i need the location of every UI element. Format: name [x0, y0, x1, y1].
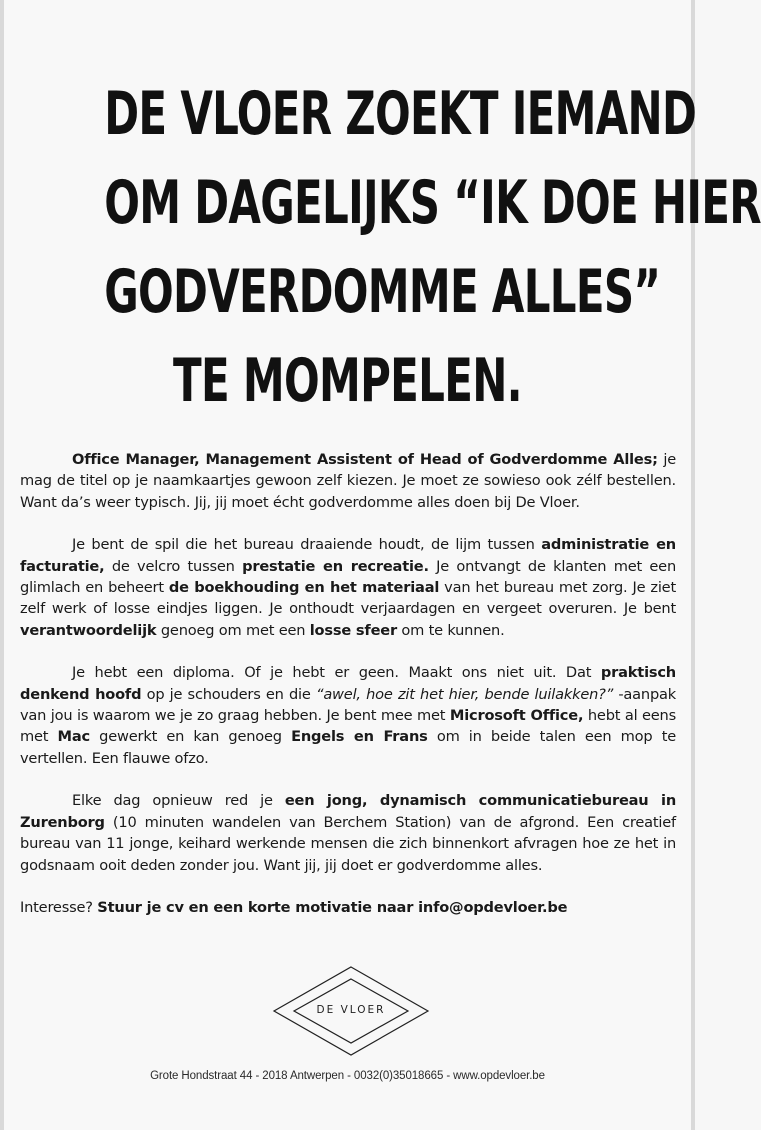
paragraph-job-title: Office Manager, Management Assistent of Head of Godverdomme Alles; je mag de titel op je naamkaartjes gewoon zelf kiezen. Je moet ze sowieso ook zélf bestellen. Want da’s weer typisch. Jij, jij moet écht godverdomme alles doen bij De Vloer.: [20, 451, 676, 511]
paragraph-call-to-action: Interesse? Stuur je cv en een korte motivatie naar info@opdevloer.be: [20, 898, 568, 916]
paragraph-responsibilities: Je bent de spil die het bureau draaiende houdt, de lijm tussen administratie en facturatie, de velcro tussen prestatie en recreatie. Je ontvangt de klanten met een glimlach en beheert de boekhouding en het materiaal van het bureau met zorg. Je ziet zelf werk of losse eindjes liggen. Je onthoudt verjaardagen en vergeet overuren. Je bent verantwoordelijk genoeg om met een losse sfeer om te kunnen.: [20, 536, 676, 639]
logo-text: DE VLOER: [316, 1004, 386, 1016]
footer-contact: Grote Hondstraat 44 - 2018 Antwerpen - 0032(0)35018665 - www.opdevloer.be: [150, 1070, 545, 1082]
headline-line-4: TE MOMPELEN.: [173, 346, 522, 416]
job-title-options: Office Manager, Management Assistent of Head of Godverdomme Alles;: [72, 451, 658, 468]
body-text: [20, 449, 676, 939]
paragraph-profile: Je hebt een diploma. Of je hebt er geen. Maakt ons niet uit. Dat praktisch denkend hoofd op je schouders en die “awel, hoe zit het hier, bende luilakken?” -aanpak van jou is waarom we je zo graag hebben. Je bent mee met Microsoft Office, hebt al eens met Mac gewerkt en kan genoeg Engels en Frans om in beide talen een mop te vertellen. Een flauwe ofzo.: [20, 664, 677, 767]
headline-line-3: GODVERDOMME ALLES”: [104, 257, 661, 327]
headline: [0, 70, 761, 426]
apply-email-instruction: Stuur je cv en een korte motivatie naar info@opdevloer.be: [97, 898, 568, 916]
headline-line-2: OM DAGELIJKS “IK DOE HIER: [104, 168, 761, 238]
paragraph-company: Elke dag opnieuw red je een jong, dynamisch communicatiebureau in Zurenborg (10 minuten wandelen van Berchem Station) van de afgrond. Een creatief bureau van 11 jonge, keihard werkende mensen die zich binnenkort afvragen hoe ze het in godsnaam ooit deden zonder jou. Want jij, jij doet er godverdomme alles.: [20, 792, 677, 874]
headline-line-1: DE VLOER ZOEKT IEMAND: [104, 79, 697, 149]
de-vloer-logo: [270, 965, 432, 1057]
